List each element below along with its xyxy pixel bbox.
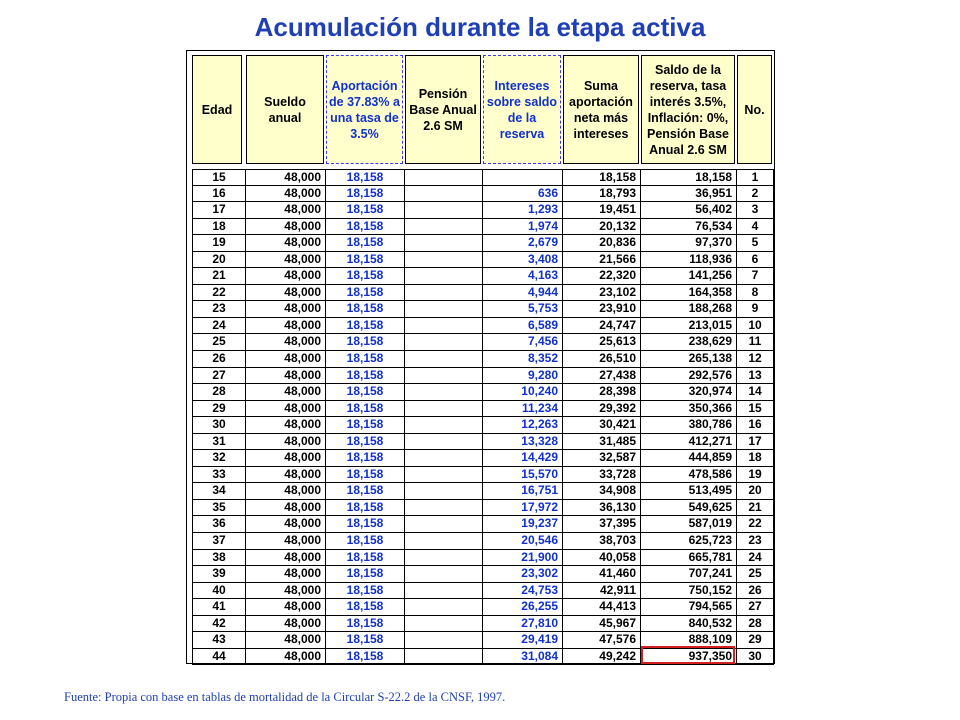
cell-edad: 36 (192, 516, 246, 533)
table-row (192, 500, 774, 517)
cell-pension (405, 235, 483, 252)
cell-edad: 28 (192, 384, 246, 401)
cell-intereses: 7,456 (483, 334, 563, 351)
cell-sueldo: 48,000 (246, 616, 326, 633)
cell-suma: 18,793 (563, 186, 641, 203)
cell-suma: 34,908 (563, 483, 641, 500)
cell-saldo: 665,781 (641, 550, 737, 567)
cell-sueldo: 48,000 (246, 384, 326, 401)
table-row (192, 351, 774, 368)
cell-pension (405, 202, 483, 219)
cell-sueldo: 48,000 (246, 566, 326, 583)
cell-suma: 49,242 (563, 649, 641, 666)
cell-pension (405, 268, 483, 285)
source-note: Fuente: Propia con base en tablas de mortalidad de la Circular S-22.2 de la CNSF, 1997. (64, 690, 506, 704)
cell-aportacion: 18,158 (326, 550, 405, 567)
cell-suma: 45,967 (563, 616, 641, 633)
table-row (192, 450, 774, 467)
cell-sueldo: 48,000 (246, 632, 326, 649)
header-no: No. (737, 55, 772, 164)
table-row (192, 632, 774, 649)
cell-no: 21 (737, 500, 774, 517)
cell-aportacion: 18,158 (326, 500, 405, 517)
cell-edad: 25 (192, 334, 246, 351)
cell-no: 9 (737, 301, 774, 318)
cell-suma: 44,413 (563, 599, 641, 616)
cell-aportacion: 18,158 (326, 516, 405, 533)
cell-no: 15 (737, 401, 774, 418)
cell-pension (405, 252, 483, 269)
cell-no: 8 (737, 285, 774, 302)
cell-saldo: 188,268 (641, 301, 737, 318)
header-intereses: Intereses sobre saldo de la reserva (483, 55, 561, 164)
table-row (192, 649, 774, 666)
cell-edad: 31 (192, 434, 246, 451)
cell-no: 5 (737, 235, 774, 252)
cell-edad: 27 (192, 368, 246, 385)
cell-suma: 27,438 (563, 368, 641, 385)
cell-sueldo: 48,000 (246, 401, 326, 418)
cell-edad: 19 (192, 235, 246, 252)
table-row (192, 334, 774, 351)
cell-intereses: 13,328 (483, 434, 563, 451)
table-row (192, 268, 774, 285)
table-row (192, 169, 774, 186)
cell-intereses: 21,900 (483, 550, 563, 567)
cell-intereses: 636 (483, 186, 563, 203)
cell-sueldo: 48,000 (246, 599, 326, 616)
cell-intereses: 9,280 (483, 368, 563, 385)
cell-intereses: 12,263 (483, 417, 563, 434)
cell-suma: 40,058 (563, 550, 641, 567)
cell-aportacion: 18,158 (326, 467, 405, 484)
cell-sueldo: 48,000 (246, 483, 326, 500)
cell-aportacion: 18,158 (326, 268, 405, 285)
table-header (187, 51, 774, 169)
cell-sueldo: 48,000 (246, 434, 326, 451)
cell-suma: 28,398 (563, 384, 641, 401)
cell-aportacion: 18,158 (326, 219, 405, 236)
cell-aportacion: 18,158 (326, 186, 405, 203)
cell-suma: 23,910 (563, 301, 641, 318)
cell-saldo: 265,138 (641, 351, 737, 368)
cell-edad: 40 (192, 583, 246, 600)
cell-sueldo: 48,000 (246, 351, 326, 368)
cell-aportacion: 18,158 (326, 632, 405, 649)
cell-edad: 21 (192, 268, 246, 285)
table-row (192, 516, 774, 533)
cell-edad: 30 (192, 417, 246, 434)
cell-saldo: 380,786 (641, 417, 737, 434)
cell-no: 24 (737, 550, 774, 567)
cell-sueldo: 48,000 (246, 219, 326, 236)
cell-intereses: 3,408 (483, 252, 563, 269)
cell-intereses: 26,255 (483, 599, 563, 616)
cell-aportacion: 18,158 (326, 483, 405, 500)
cell-sueldo: 48,000 (246, 318, 326, 335)
cell-aportacion: 18,158 (326, 285, 405, 302)
cell-no: 6 (737, 252, 774, 269)
cell-edad: 20 (192, 252, 246, 269)
table-row (192, 599, 774, 616)
cell-suma: 21,566 (563, 252, 641, 269)
cell-aportacion: 18,158 (326, 169, 405, 186)
cell-saldo: 238,629 (641, 334, 737, 351)
cell-saldo: 937,350 (641, 649, 737, 666)
cell-pension (405, 417, 483, 434)
cell-no: 4 (737, 219, 774, 236)
cell-saldo: 350,366 (641, 401, 737, 418)
cell-edad: 17 (192, 202, 246, 219)
cell-aportacion: 18,158 (326, 235, 405, 252)
cell-saldo: 707,241 (641, 566, 737, 583)
cell-saldo: 118,936 (641, 252, 737, 269)
cell-sueldo: 48,000 (246, 334, 326, 351)
cell-pension (405, 368, 483, 385)
table-row (192, 566, 774, 583)
cell-pension (405, 318, 483, 335)
cell-edad: 38 (192, 550, 246, 567)
cell-aportacion: 18,158 (326, 566, 405, 583)
cell-saldo: 292,576 (641, 368, 737, 385)
cell-edad: 24 (192, 318, 246, 335)
cell-pension (405, 616, 483, 633)
table-row (192, 434, 774, 451)
cell-no: 2 (737, 186, 774, 203)
cell-sueldo: 48,000 (246, 417, 326, 434)
cell-pension (405, 434, 483, 451)
cell-suma: 36,130 (563, 500, 641, 517)
cell-edad: 22 (192, 285, 246, 302)
table-row (192, 219, 774, 236)
cell-no: 25 (737, 566, 774, 583)
cell-suma: 22,320 (563, 268, 641, 285)
cell-pension (405, 186, 483, 203)
cell-aportacion: 18,158 (326, 368, 405, 385)
cell-suma: 26,510 (563, 351, 641, 368)
cell-suma: 29,392 (563, 401, 641, 418)
cell-suma: 42,911 (563, 583, 641, 600)
cell-saldo: 888,109 (641, 632, 737, 649)
table-row (192, 252, 774, 269)
table-row (192, 533, 774, 550)
cell-sueldo: 48,000 (246, 467, 326, 484)
cell-no: 10 (737, 318, 774, 335)
table-row (192, 285, 774, 302)
cell-no: 14 (737, 384, 774, 401)
cell-saldo: 320,974 (641, 384, 737, 401)
table-row (192, 417, 774, 434)
cell-intereses: 15,570 (483, 467, 563, 484)
cell-sueldo: 48,000 (246, 252, 326, 269)
cell-pension (405, 632, 483, 649)
table-body (187, 169, 774, 665)
cell-intereses (483, 169, 563, 186)
cell-no: 7 (737, 268, 774, 285)
cell-suma: 20,836 (563, 235, 641, 252)
cell-aportacion: 18,158 (326, 401, 405, 418)
cell-no: 23 (737, 533, 774, 550)
cell-pension (405, 384, 483, 401)
cell-suma: 19,451 (563, 202, 641, 219)
cell-aportacion: 18,158 (326, 202, 405, 219)
cell-edad: 39 (192, 566, 246, 583)
cell-aportacion: 18,158 (326, 351, 405, 368)
cell-aportacion: 18,158 (326, 450, 405, 467)
cell-edad: 29 (192, 401, 246, 418)
cell-aportacion: 18,158 (326, 252, 405, 269)
cell-aportacion: 18,158 (326, 533, 405, 550)
table-row (192, 483, 774, 500)
cell-suma: 38,703 (563, 533, 641, 550)
header-saldo: Saldo de la reserva, tasa interés 3.5%, Inflación: 0%, Pensión Base Anual 2.6 SM (641, 55, 735, 164)
cell-aportacion: 18,158 (326, 616, 405, 633)
cell-pension (405, 649, 483, 666)
table-row (192, 186, 774, 203)
cell-intereses: 17,972 (483, 500, 563, 517)
cell-no: 26 (737, 583, 774, 600)
cell-intereses: 24,753 (483, 583, 563, 600)
cell-edad: 35 (192, 500, 246, 517)
cell-suma: 23,102 (563, 285, 641, 302)
cell-sueldo: 48,000 (246, 368, 326, 385)
cell-intereses: 20,546 (483, 533, 563, 550)
cell-sueldo: 48,000 (246, 285, 326, 302)
cell-edad: 41 (192, 599, 246, 616)
cell-no: 11 (737, 334, 774, 351)
header-aportacion: Aportación de 37.83% a una tasa de 3.5% (326, 55, 403, 164)
cell-aportacion: 18,158 (326, 434, 405, 451)
cell-intereses: 19,237 (483, 516, 563, 533)
cell-aportacion: 18,158 (326, 318, 405, 335)
cell-no: 29 (737, 632, 774, 649)
cell-no: 27 (737, 599, 774, 616)
cell-saldo: 18,158 (641, 169, 737, 186)
table-row (192, 401, 774, 418)
cell-pension (405, 450, 483, 467)
cell-no: 28 (737, 616, 774, 633)
cell-intereses: 11,234 (483, 401, 563, 418)
cell-edad: 15 (192, 169, 246, 186)
cell-sueldo: 48,000 (246, 533, 326, 550)
cell-suma: 18,158 (563, 169, 641, 186)
cell-sueldo: 48,000 (246, 450, 326, 467)
cell-saldo: 213,015 (641, 318, 737, 335)
cell-aportacion: 18,158 (326, 334, 405, 351)
cell-saldo: 412,271 (641, 434, 737, 451)
cell-aportacion: 18,158 (326, 649, 405, 666)
cell-no: 13 (737, 368, 774, 385)
table-row (192, 318, 774, 335)
cell-edad: 44 (192, 649, 246, 666)
cell-suma: 31,485 (563, 434, 641, 451)
cell-no: 22 (737, 516, 774, 533)
cell-intereses: 5,753 (483, 301, 563, 318)
cell-pension (405, 285, 483, 302)
cell-suma: 32,587 (563, 450, 641, 467)
cell-saldo: 750,152 (641, 583, 737, 600)
cell-aportacion: 18,158 (326, 417, 405, 434)
cell-sueldo: 48,000 (246, 550, 326, 567)
table-row (192, 368, 774, 385)
table-row (192, 301, 774, 318)
cell-no: 30 (737, 649, 774, 666)
cell-pension (405, 583, 483, 600)
cell-saldo: 549,625 (641, 500, 737, 517)
cell-suma: 41,460 (563, 566, 641, 583)
cell-suma: 25,613 (563, 334, 641, 351)
cell-intereses: 4,163 (483, 268, 563, 285)
cell-pension (405, 401, 483, 418)
cell-suma: 20,132 (563, 219, 641, 236)
header-suma: Suma aportación neta más intereses (563, 55, 639, 164)
table-row (192, 467, 774, 484)
cell-suma: 37,395 (563, 516, 641, 533)
cell-saldo: 513,495 (641, 483, 737, 500)
cell-no: 3 (737, 202, 774, 219)
cell-pension (405, 169, 483, 186)
header-edad: Edad (192, 55, 242, 164)
cell-edad: 23 (192, 301, 246, 318)
cell-pension (405, 351, 483, 368)
cell-sueldo: 48,000 (246, 186, 326, 203)
cell-no: 16 (737, 417, 774, 434)
cell-intereses: 4,944 (483, 285, 563, 302)
cell-intereses: 1,293 (483, 202, 563, 219)
cell-sueldo: 48,000 (246, 500, 326, 517)
cell-saldo: 625,723 (641, 533, 737, 550)
cell-saldo: 478,586 (641, 467, 737, 484)
cell-pension (405, 550, 483, 567)
table-row (192, 235, 774, 252)
cell-sueldo: 48,000 (246, 649, 326, 666)
cell-intereses: 1,974 (483, 219, 563, 236)
cell-edad: 43 (192, 632, 246, 649)
cell-edad: 34 (192, 483, 246, 500)
cell-no: 18 (737, 450, 774, 467)
cell-saldo: 97,370 (641, 235, 737, 252)
cell-aportacion: 18,158 (326, 599, 405, 616)
cell-edad: 42 (192, 616, 246, 633)
cell-sueldo: 48,000 (246, 301, 326, 318)
cell-sueldo: 48,000 (246, 583, 326, 600)
cell-saldo: 587,019 (641, 516, 737, 533)
cell-intereses: 2,679 (483, 235, 563, 252)
cell-saldo: 164,358 (641, 285, 737, 302)
header-sueldo: Sueldo anual (246, 55, 324, 164)
cell-intereses: 16,751 (483, 483, 563, 500)
table-row (192, 583, 774, 600)
page-title: Acumulación durante la etapa activa (254, 12, 706, 42)
cell-intereses: 14,429 (483, 450, 563, 467)
cell-edad: 16 (192, 186, 246, 203)
cell-pension (405, 500, 483, 517)
cell-pension (405, 334, 483, 351)
cell-sueldo: 48,000 (246, 516, 326, 533)
cell-pension (405, 301, 483, 318)
cell-pension (405, 533, 483, 550)
cell-suma: 33,728 (563, 467, 641, 484)
cell-saldo: 141,256 (641, 268, 737, 285)
cell-intereses: 31,084 (483, 649, 563, 666)
cell-sueldo: 48,000 (246, 268, 326, 285)
cell-aportacion: 18,158 (326, 583, 405, 600)
cell-no: 19 (737, 467, 774, 484)
cell-intereses: 10,240 (483, 384, 563, 401)
table-row (192, 616, 774, 633)
cell-no: 1 (737, 169, 774, 186)
cell-pension (405, 566, 483, 583)
cell-intereses: 27,810 (483, 616, 563, 633)
table-row (192, 384, 774, 401)
table-row (192, 550, 774, 567)
cell-intereses: 6,589 (483, 318, 563, 335)
cell-sueldo: 48,000 (246, 202, 326, 219)
cell-saldo: 840,532 (641, 616, 737, 633)
cell-pension (405, 483, 483, 500)
cell-intereses: 23,302 (483, 566, 563, 583)
cell-no: 12 (737, 351, 774, 368)
cell-saldo: 794,565 (641, 599, 737, 616)
table-row (192, 202, 774, 219)
cell-intereses: 29,419 (483, 632, 563, 649)
cell-saldo: 36,951 (641, 186, 737, 203)
cell-suma: 24,747 (563, 318, 641, 335)
cell-aportacion: 18,158 (326, 384, 405, 401)
cell-suma: 30,421 (563, 417, 641, 434)
cell-pension (405, 467, 483, 484)
cell-aportacion: 18,158 (326, 301, 405, 318)
header-pension: Pensión Base Anual 2.6 SM (405, 55, 481, 164)
cell-edad: 33 (192, 467, 246, 484)
cell-suma: 47,576 (563, 632, 641, 649)
cell-edad: 37 (192, 533, 246, 550)
cell-sueldo: 48,000 (246, 235, 326, 252)
cell-pension (405, 219, 483, 236)
cell-edad: 32 (192, 450, 246, 467)
cell-edad: 26 (192, 351, 246, 368)
cell-saldo: 76,534 (641, 219, 737, 236)
accumulation-table (186, 50, 775, 664)
cell-pension (405, 599, 483, 616)
cell-no: 17 (737, 434, 774, 451)
cell-no: 20 (737, 483, 774, 500)
cell-intereses: 8,352 (483, 351, 563, 368)
cell-saldo: 56,402 (641, 202, 737, 219)
cell-pension (405, 516, 483, 533)
cell-saldo: 444,859 (641, 450, 737, 467)
cell-sueldo: 48,000 (246, 169, 326, 186)
cell-edad: 18 (192, 219, 246, 236)
